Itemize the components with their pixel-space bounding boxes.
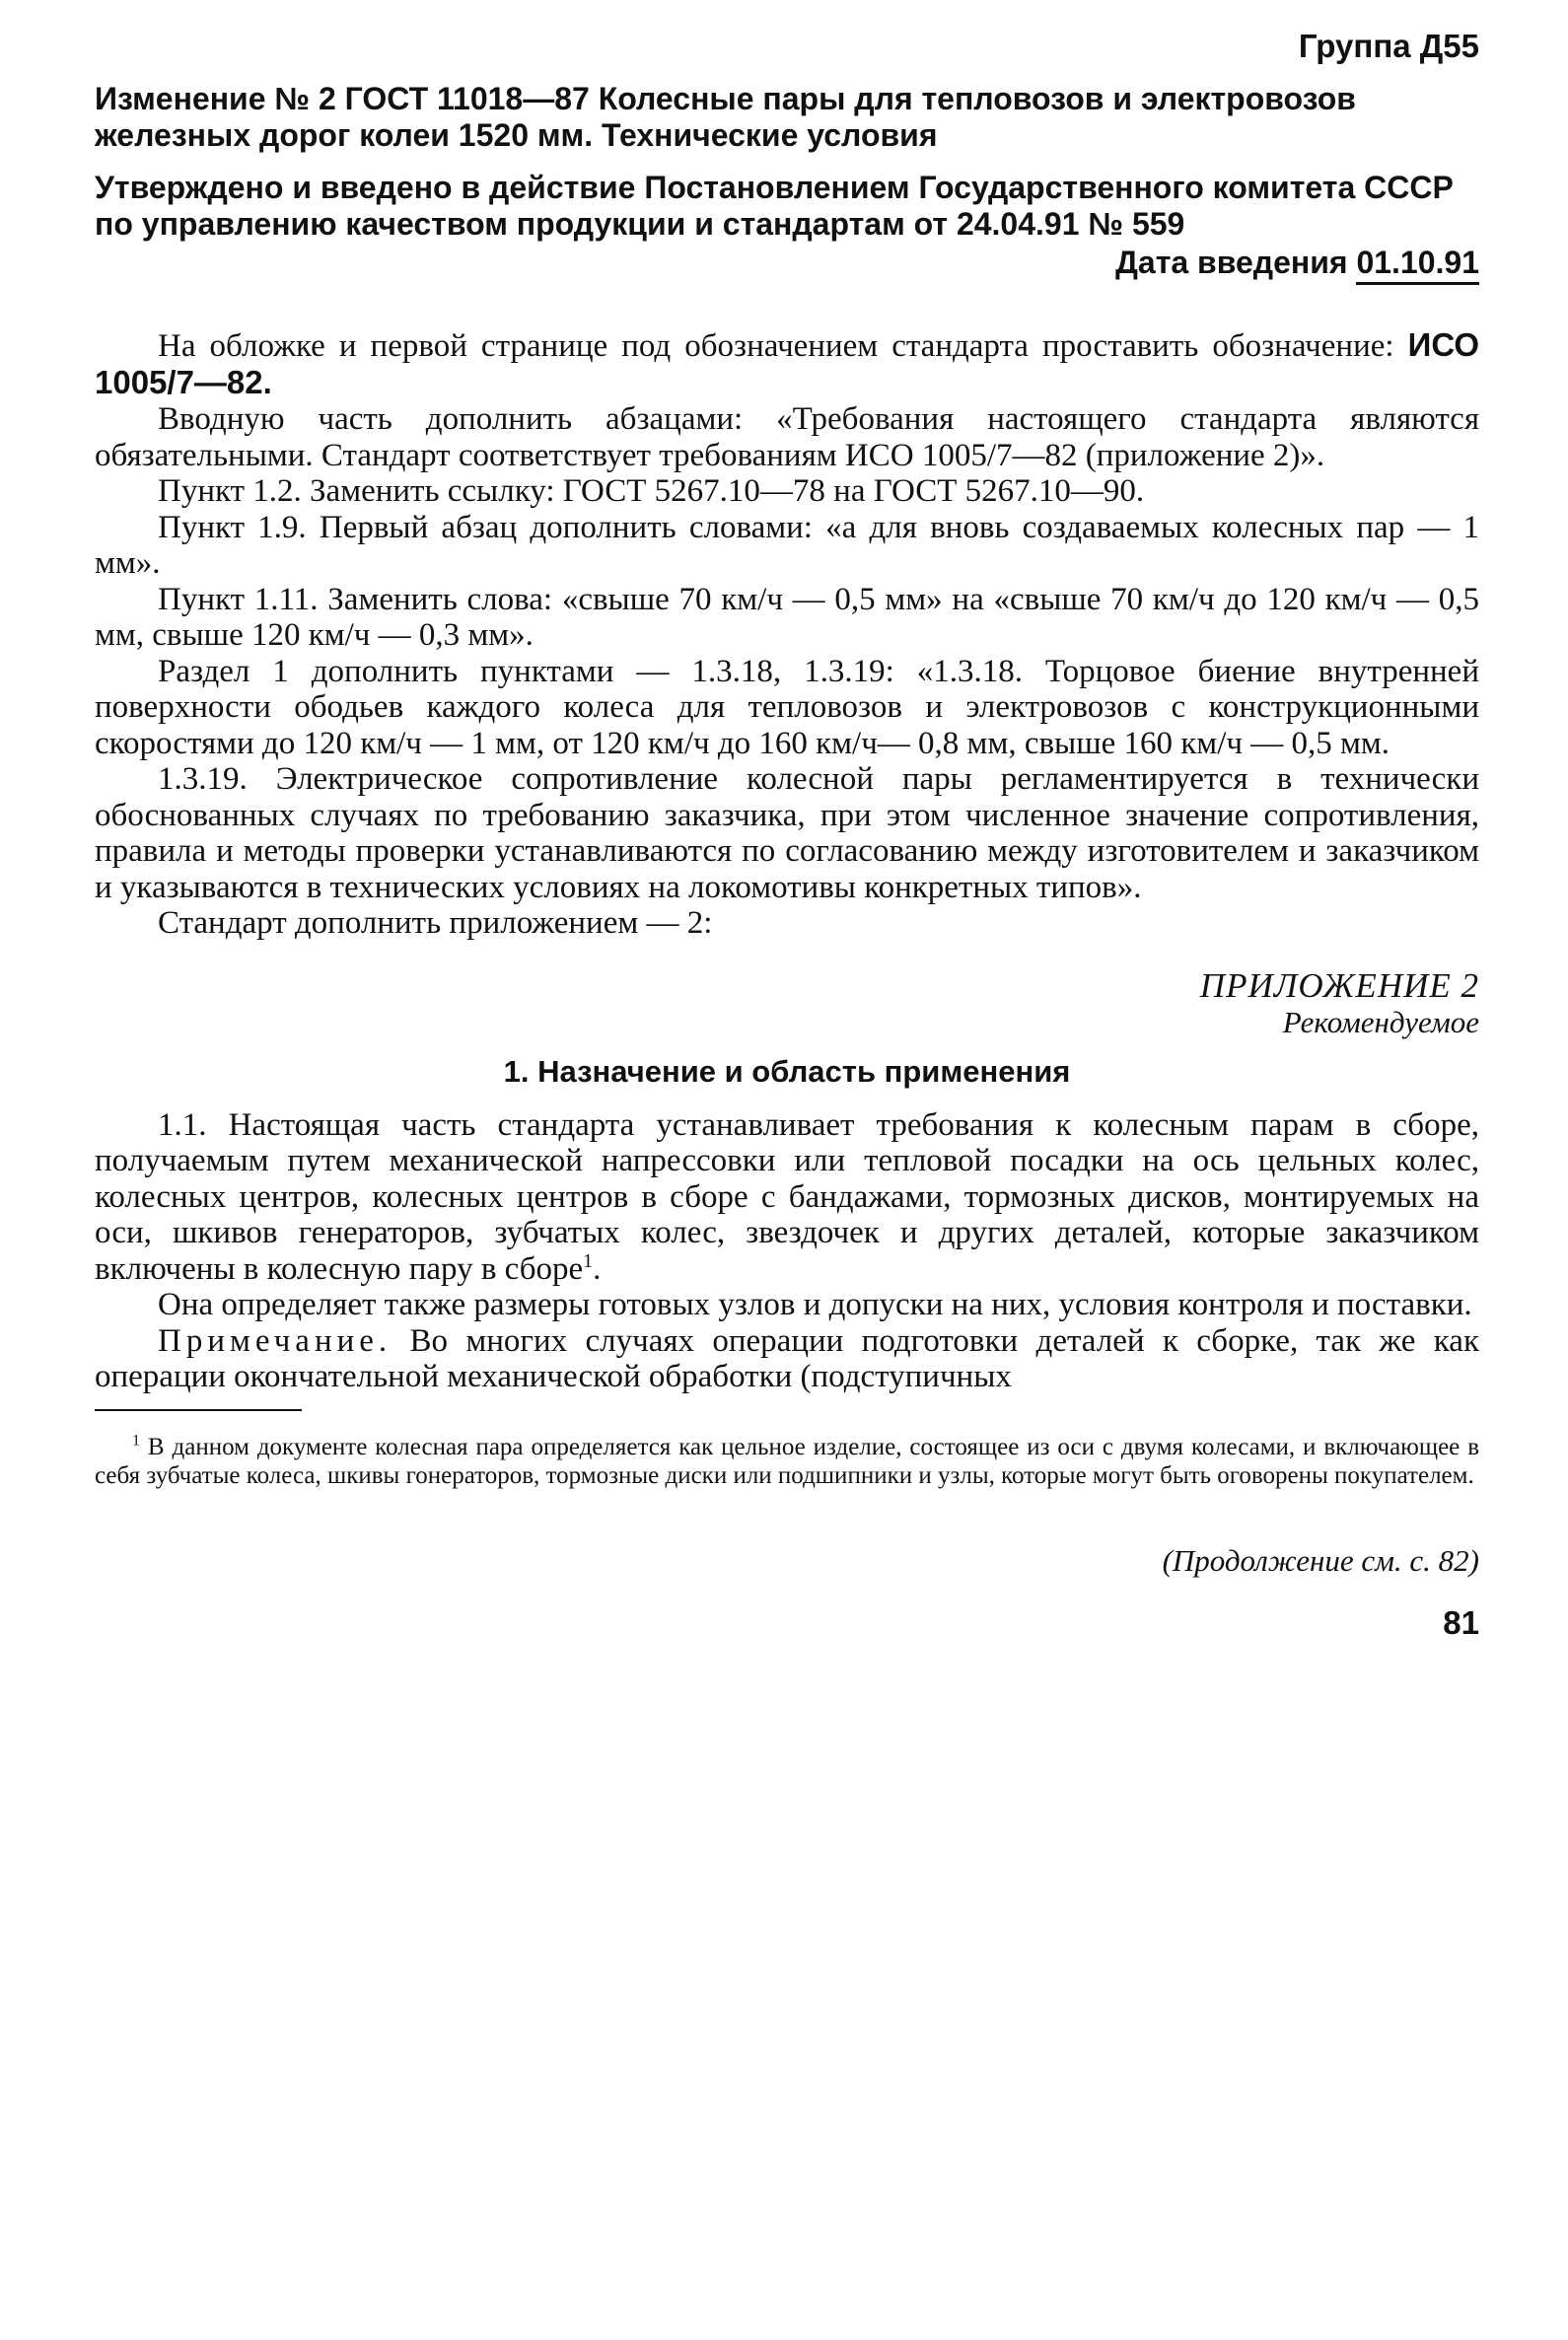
appendix-title: ПРИЛОЖЕНИЕ 2 (1199, 965, 1479, 1005)
group-code: Группа Д55 (1298, 28, 1479, 64)
paragraph-scope: Она определяет также размеры готовых узлов и допуски на них, условия контроля и поставки. (158, 1287, 1472, 1322)
approval-statement: Утверждено и введено в действие Постановлением Государственного комитета СССР по управлению качеством продукции и стандартам от 24.04.91 № 559 (95, 170, 1454, 242)
footnote-marker: 1 (132, 1432, 140, 1450)
footnote-ref: 1 (583, 1249, 594, 1272)
effective-date-label: Дата введения (1115, 245, 1348, 280)
footnote (95, 1433, 1479, 1490)
paragraph-section-1: Раздел 1 дополнить пунктами — 1.3.18, 1.3.19: «1.3.18. Торцовое биение внутренней поверхности ободьев каждого колеса для тепловозов и электровозов с конструкционными скоростями до 120 км/ч — 1 мм, от 120 км/ч до 160 км/ч— 0,8 мм, свыше 160 км/ч — 0,5 мм. (95, 653, 1479, 761)
paragraph-item-1-2: Пункт 1.2. Заменить ссылку: ГОСТ 5267.10—78 на ГОСТ 5267.10—90. (158, 473, 1145, 509)
paragraph-note (95, 1323, 1479, 1395)
paragraph-1-1-text: 1.1. Настоящая часть стандарта устанавливает требования к колесным парам в сборе, получаемым путем механической напрессовки или тепловой посадки на ось цельных колес, колесных центров, колесных центров в сборе с бандажами, тормозных дисков, монтируемых на оси, шкивов генераторов, зубчатых колес, звездочек и других деталей, которые заказчиком включены в колесную пару в сборе (95, 1106, 1479, 1287)
effective-date-value: 01.10.91 (1356, 245, 1479, 285)
paragraph-1-1 (95, 1107, 1479, 1288)
amendment-body (95, 327, 1479, 1395)
page-number: 81 (1443, 1603, 1479, 1641)
paragraph-1-1-end: . (593, 1250, 602, 1287)
appendix-subtitle: Рекомендуемое (1282, 1004, 1479, 1039)
paragraph-item-1-3-19: 1.3.19. Электрическое сопротивление колесной пары регламентируется в технически обоснованных случаях по требованию заказчика, при этом численное значение сопротивления, правила и методы проверки устанавливаются по согласованию между изготовителем и заказчиком и указываются в технических условиях на локомотивы конкретных типов». (95, 761, 1479, 905)
footnote-text: В данном документе колесная пара определяется как цельное изделие, состоящее из оси с двумя колесами, и включающее в себя зубчатые колеса, шкивы гонераторов, тормозные диски или подшипники и узлы, которые могут быть оговорены покупателем. (95, 1433, 1479, 1489)
note-label: Примечание. (158, 1322, 392, 1359)
appendix-heading (95, 967, 1479, 1040)
paragraph-item-1-9: Пункт 1.9. Первый абзац дополнить словами: «а для вновь создаваемых колесных пар — 1 мм». (95, 509, 1479, 581)
paragraph-cover (95, 327, 1479, 401)
paragraph-cover-iso: ИСО 1005/7—82. (95, 326, 1479, 400)
continued-note: (Продолжение см. с. 82) (1162, 1542, 1479, 1578)
paragraph-intro: Вводную часть дополнить абзацами: «Требования настоящего стандарта являются обязательными. Стандарт соответствует требованиям ИСО 1005/7—82 (приложение 2)». (95, 401, 1479, 473)
footnote-divider (95, 1409, 302, 1411)
effective-date (95, 243, 1479, 282)
section-title: 1. Назначение и область применения (503, 1053, 1071, 1089)
note-text: Во многих случаях операции подготовки деталей к сборке, так же как операции окончательной механической обработки (подступичных (95, 1322, 1479, 1394)
paragraph-item-1-11: Пункт 1.11. Заменить слова: «свыше 70 км/ч — 0,5 мм» на «свыше 70 км/ч до 120 км/ч — 0,5 мм, свыше 120 км/ч — 0,3 мм». (95, 581, 1479, 653)
paragraph-appendix-add: Стандарт дополнить приложением — 2: (158, 905, 713, 941)
document-title: Изменение № 2 ГОСТ 11018—87 Колесные пары для тепловозов и электровозов железных дорог колеи 1520 мм. Технические условия (95, 81, 1356, 153)
paragraph-cover-text: На обложке и первой странице под обозначением стандарта проставить обозначение: (158, 328, 1408, 364)
